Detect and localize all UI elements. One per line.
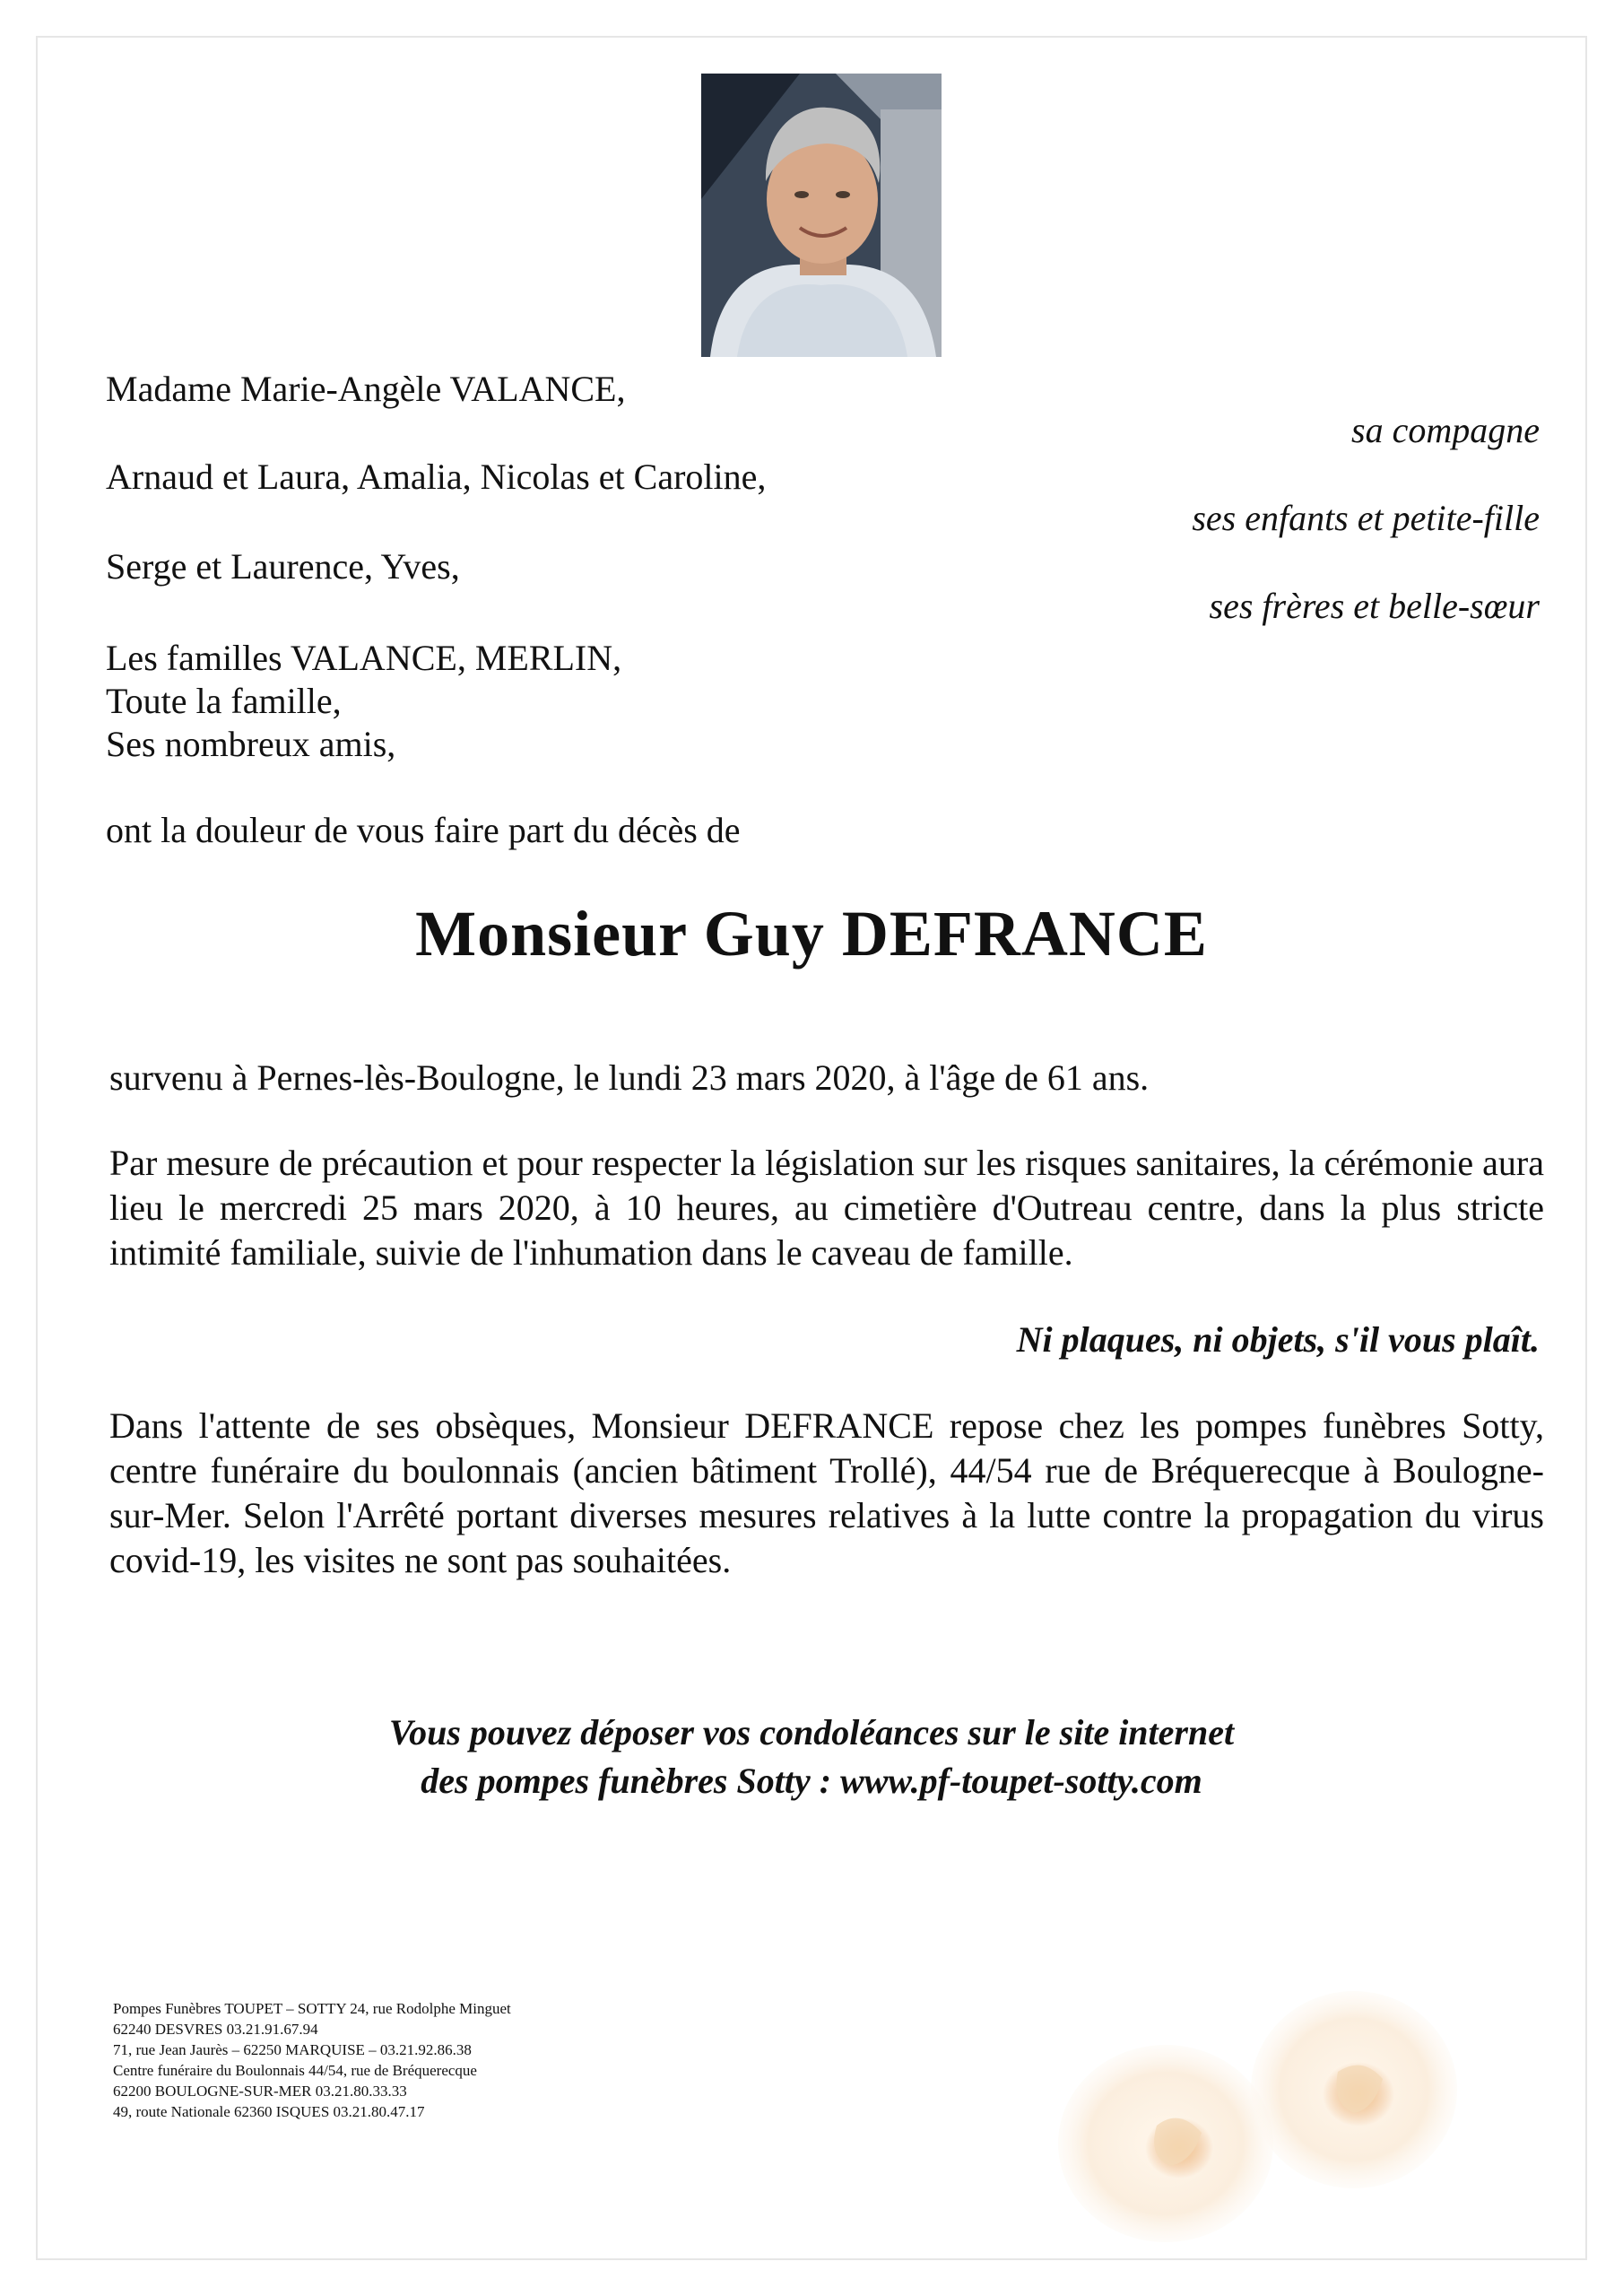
other-family-3: Ses nombreux amis, (106, 724, 396, 764)
family-line-3: Serge et Laurence, Yves, (106, 546, 460, 587)
footer-line-1: Pompes Funèbres TOUPET – SOTTY 24, rue Rodolphe Minguet (113, 2000, 511, 2017)
relation-2: ses enfants et petite-fille (1192, 498, 1540, 538)
orchid-left-icon (1058, 2045, 1273, 2242)
no-flowers-note: Ni plaques, ni objets, s'il vous plaît. (1016, 1319, 1540, 1360)
rest-info-text: Dans l'attente de ses obsèques, Monsieur DEFRANCE repose chez les pompes funèbres Sotty, centre funéraire du boulonnais (ancien bâtiment Trollé), 44/54 rue de Bréquerecque à Boulogne-sur-Mer. Selon l'Arrêté portant diverses mesures relatives à la lutte contre la propagation du virus covid-19, les visites ne sont pas souhaitées. (109, 1405, 1544, 1580)
footer-line-3: 71, rue Jean Jaurès – 62250 MARQUISE – 03.21.92.86.38 (113, 2041, 472, 2058)
footer-line-6: 49, route Nationale 62360 ISQUES 03.21.80.47.17 (113, 2103, 425, 2120)
orchid-right-icon (1251, 1991, 1457, 2188)
portrait-photo (701, 74, 942, 357)
other-family-2: Toute la famille, (106, 681, 342, 721)
other-family-1: Les familles VALANCE, MERLIN, (106, 638, 622, 678)
announce-text: ont la douleur de vous faire part du décès de (106, 810, 741, 850)
orchid-decoration (1058, 1973, 1560, 2269)
condolences-line-1: Vous pouvez déposer vos condoléances sur le site internet (388, 1712, 1235, 1752)
condolences-block (0, 1709, 1623, 1805)
ceremony-text: Par mesure de précaution et pour respecter la législation sur les risques sanitaires, la cérémonie aura lieu le mercredi 25 mars 2020, à 10 heures, au cimetière d'Outreau centre, dans la plus stricte intimité familiale, suivie de l'inhumation dans le caveau de famille. (109, 1143, 1544, 1273)
footer-line-2: 62240 DESVRES 03.21.91.67.94 (113, 2021, 318, 2038)
relation-3: ses frères et belle-sœur (1209, 586, 1540, 626)
death-info: survenu à Pernes-lès-Boulogne, le lundi 23 mars 2020, à l'âge de 61 ans. (109, 1057, 1150, 1098)
family-line-2: Arnaud et Laura, Amalia, Nicolas et Caroline, (106, 457, 767, 497)
deceased-name: Monsieur Guy DEFRANCE (415, 898, 1208, 970)
relation-1: sa compagne (1351, 410, 1540, 450)
footer-line-5: 62200 BOULOGNE-SUR-MER 03.21.80.33.33 (113, 2083, 407, 2100)
footer-address (113, 1998, 615, 2122)
condolences-line-2: des pompes funèbres Sotty : www.pf-toupet-sotty.com (421, 1761, 1202, 1801)
footer-line-4: Centre funéraire du Boulonnais 44/54, rue de Bréquerecque (113, 2062, 477, 2079)
family-line-1: Madame Marie-Angèle VALANCE, (106, 369, 626, 409)
